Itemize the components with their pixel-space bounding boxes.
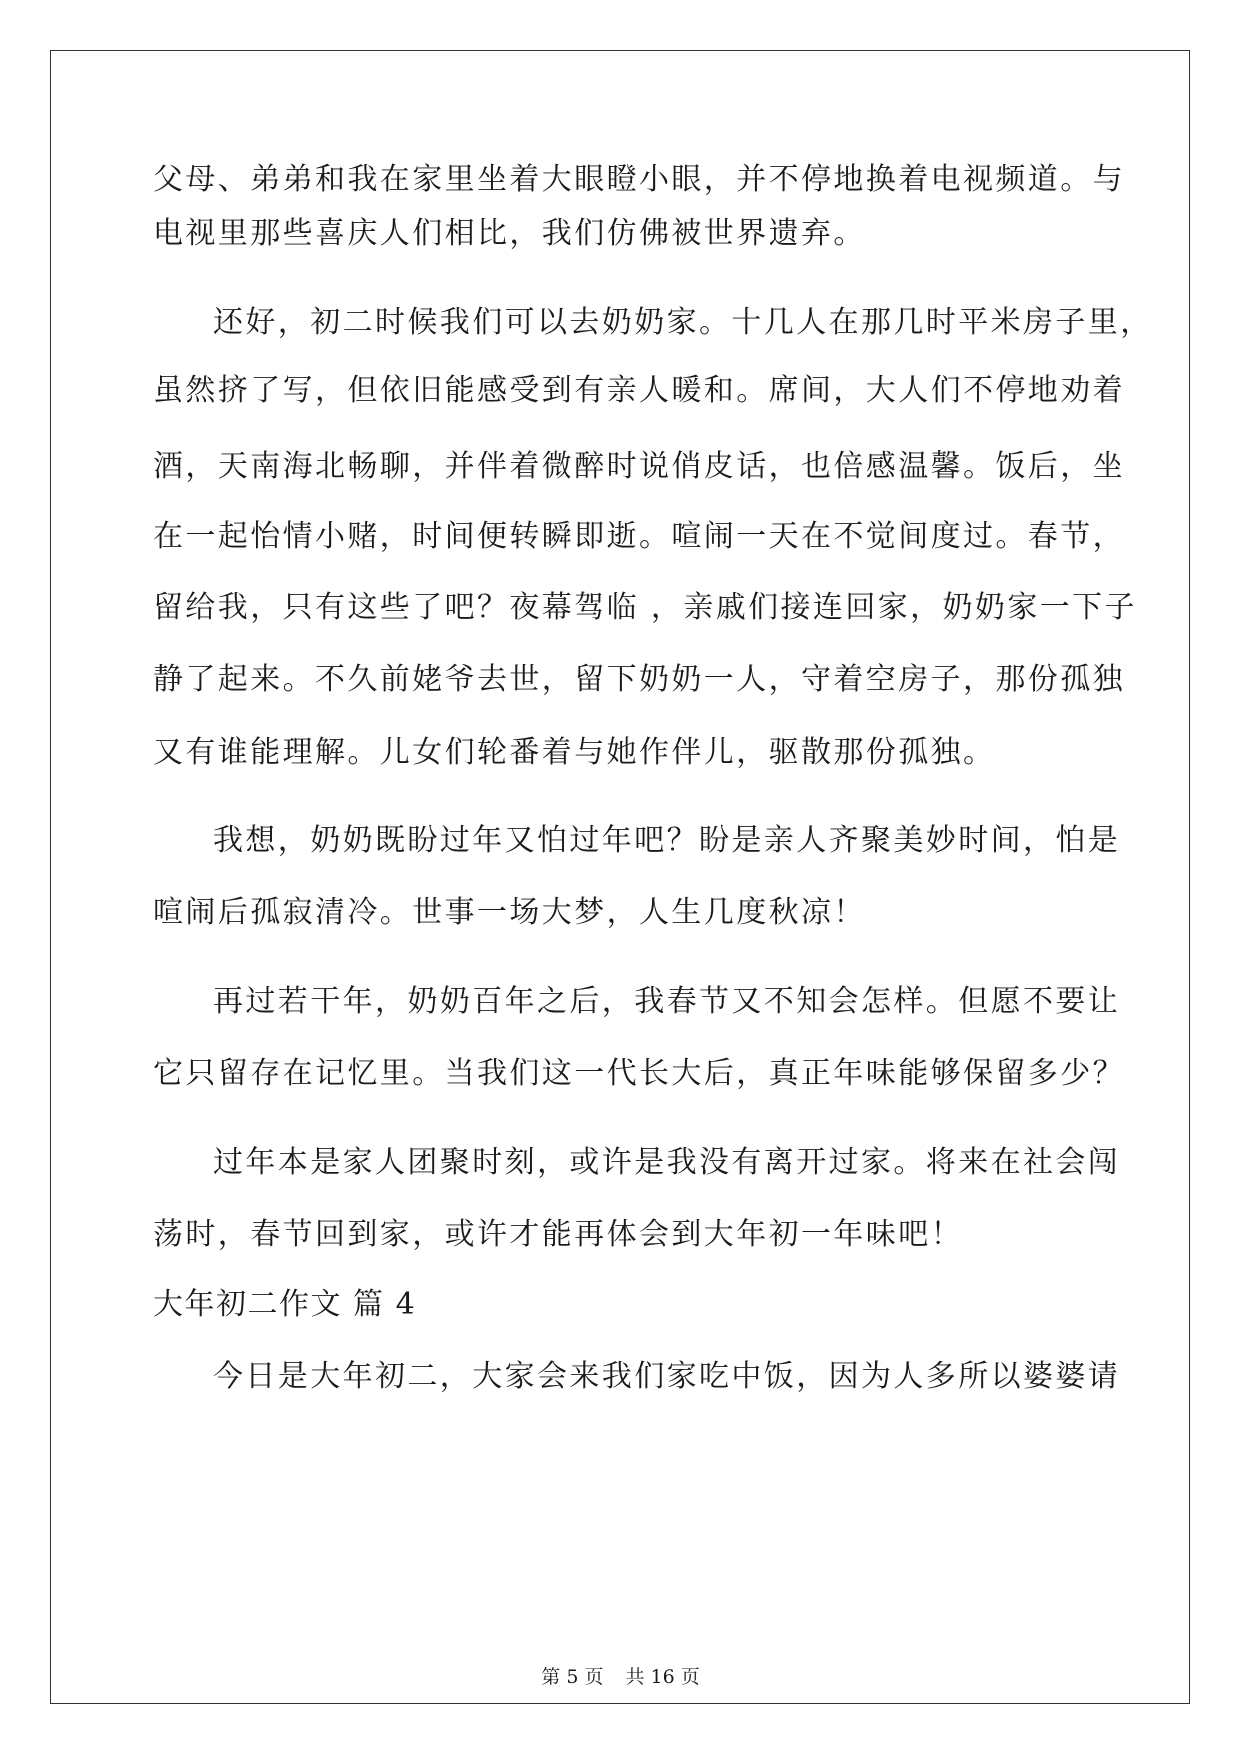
page-footer xyxy=(0,1665,1241,1689)
text-line: 留给我，只有这些了吧？夜幕驾临 ，亲戚们接连回家，奶奶家一下子 xyxy=(153,590,1137,625)
page-border xyxy=(50,50,1190,1704)
paragraph-start-line: 再过若干年，奶奶百年之后，我春节又不知会怎样。但愿不要让 xyxy=(213,984,1121,1019)
text-line: 酒，天南海北畅聊，并伴着微醉时说俏皮话，也倍感温馨。饭后，坐 xyxy=(153,449,1125,484)
page-total: 共 16 页 xyxy=(625,1666,700,1688)
text-line: 喧闹后孤寂清冷。世事一场大梦，人生几度秋凉！ xyxy=(153,895,866,930)
page-number: 第 5 页 xyxy=(541,1666,604,1688)
paragraph-start-line: 我想，奶奶既盼过年又怕过年吧？盼是亲人齐聚美妙时间，怕是 xyxy=(213,823,1121,858)
text-line: 荡时，春节回到家，或许才能再体会到大年初一年味吧！ xyxy=(153,1217,963,1252)
text-line: 它只留存在记忆里。当我们这一代长大后，真正年味能够保留多少？ xyxy=(153,1056,1125,1091)
text-line: 又有谁能理解。儿女们轮番着与她作伴儿，驱散那份孤独。 xyxy=(153,735,996,770)
text-line: 静了起来。不久前姥爷去世，留下奶奶一人，守着空房子，那份孤独 xyxy=(153,662,1125,697)
text-line: 虽然挤了写，但依旧能感受到有亲人暖和。席间，大人们不停地劝着 xyxy=(153,373,1125,408)
text-line: 父母、弟弟和我在家里坐着大眼瞪小眼，并不停地换着电视频道。与 xyxy=(153,162,1125,197)
text-line: 在一起怡情小赌，时间便转瞬即逝。喧闹一天在不觉间度过。春节， xyxy=(153,519,1125,554)
paragraph-start-line: 还好，初二时候我们可以去奶奶家。十几人在那几时平米房子里， xyxy=(213,305,1153,340)
text-line: 电视里那些喜庆人们相比，我们仿佛被世界遗弃。 xyxy=(153,216,866,251)
paragraph-start-line: 过年本是家人团聚时刻，或许是我没有离开过家。将来在社会闯 xyxy=(213,1145,1121,1180)
paragraph-start-line: 今日是大年初二，大家会来我们家吃中饭，因为人多所以婆婆请 xyxy=(213,1359,1121,1394)
section-heading: 大年初二作文 篇 4 xyxy=(153,1287,417,1322)
